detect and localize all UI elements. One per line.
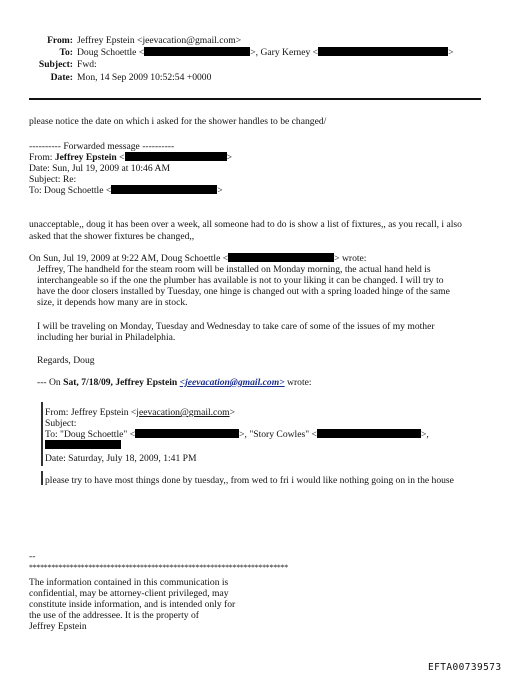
forward-divider: ---------- Forwarded message ----------	[29, 141, 175, 152]
redaction-box	[144, 47, 250, 56]
reply-para1-line: have the door closers installed by Tuesday, one hinge is changed out with a spring loaded hinge of the same	[37, 286, 450, 297]
header-date-value: Mon, 14 Sep 2009 10:52:54 +0000	[77, 72, 212, 83]
footer-line: the use of the addressee. It is the property of	[29, 610, 199, 621]
header-date-row	[0, 72, 211, 84]
quoted-subject: Subject:	[45, 418, 77, 429]
redaction-box	[111, 185, 217, 194]
quoted-date: Date: Saturday, July 18, 2009, 1:41 PM	[45, 453, 197, 464]
forward-from-label: From:	[29, 152, 55, 163]
quoted-body: please try to have most things done by tuesday,, from wed to fri i would like nothing going on in the house	[45, 475, 454, 486]
header-to-row	[0, 47, 453, 59]
header-to-name1: Doug Schoettle <	[77, 47, 145, 58]
reply-para1-line: interchangeable so if the one the plumber has available is not to your liking it can be changed. I will try to	[37, 275, 444, 286]
quoted-from: From: Jeffrey Epstein <	[45, 407, 137, 418]
body1-line1: unacceptable,, doug it has been over a week, all someone had to do is show a list of fixtures,, as you recall, i also	[29, 219, 462, 230]
footer-line: The information contained in this communication is	[29, 577, 229, 588]
reply-para2-line: I will be traveling on Monday, Tuesday and Wednesday to take care of some of the issues of my mother	[37, 321, 435, 332]
on-sat-bold: Sat, 7/18/09, Jeffrey Epstein	[63, 377, 180, 388]
quoted-to-mid: >, "Story Cowles" <	[239, 429, 317, 440]
forward-to-close: >	[217, 185, 223, 196]
quoted-to-row	[45, 429, 429, 441]
forward-subject: Subject: Re:	[29, 174, 77, 185]
header-to-end: >	[448, 47, 454, 58]
footer-line: Jeffrey Epstein	[29, 621, 87, 632]
redaction-box	[317, 429, 421, 438]
forward-from-name: Jeffrey Epstein	[54, 152, 117, 163]
reply-para1-line: size, it depends how many are in stock.	[37, 297, 188, 308]
redaction-box	[135, 429, 239, 438]
quote-bar	[41, 471, 43, 485]
header-from-row	[0, 35, 241, 47]
forward-date: Date: Sun, Jul 19, 2009 at 10:46 AM	[29, 163, 170, 174]
header-subject-label: Subject:	[38, 59, 73, 70]
redaction-box	[125, 152, 227, 161]
body1-line2: asked that the shower fixtures be changed,,	[29, 231, 195, 242]
quoted-from-row	[45, 407, 235, 419]
redaction-box	[228, 253, 334, 262]
on-sat-attribution	[37, 377, 312, 389]
header-from-label: From:	[47, 35, 73, 46]
on-sat-suffix: wrote:	[284, 377, 312, 388]
footer-stars: **********************************************************************	[29, 563, 289, 572]
bates-number: EFTA00739573	[428, 662, 502, 673]
footer-line: confidential, may be attorney-client privileged, may	[29, 588, 229, 599]
reply-para1-line: Jeffrey, The handheld for the steam room will be installed on Monday morning, the actual hand held is	[37, 264, 431, 275]
quoted-to-row2	[45, 440, 121, 452]
forward-from-row	[29, 152, 232, 164]
header-subject-value: Fwd:	[77, 59, 97, 70]
reply-attribution-start: On Sun, Jul 19, 2009 at 9:22 AM, Doug Schoettle <	[29, 253, 229, 264]
on-sat-prefix: --- On	[37, 377, 64, 388]
forward-from-close: >	[226, 152, 232, 163]
reply-attribution	[29, 253, 366, 265]
quoted-from-close: >	[229, 407, 235, 418]
reply-regards: Regards, Doug	[37, 355, 95, 366]
quoted-to-start: To: "Doug Schoettle" <	[45, 429, 136, 440]
quoted-email-link[interactable]: jeevacation@gmail.com	[136, 407, 230, 418]
footer-line: constitute inside information, and is intended only for	[29, 599, 236, 610]
forward-to-text: To: Doug Schoettle <	[29, 185, 112, 196]
header-to-between: >, Gary Kerney <	[250, 47, 319, 58]
forward-from-open: <	[116, 152, 125, 163]
quote-bar	[41, 402, 43, 466]
footer-dashes: --	[29, 551, 36, 562]
email-link[interactable]: <jeevacation@gmail.com>	[179, 377, 285, 388]
reply-para2-line: including her burial in Philadelphia.	[37, 332, 176, 343]
intro-line: please notice the date on which i asked for the shower handles to be changed/	[29, 116, 327, 127]
forward-to-row	[29, 185, 223, 197]
reply-attribution-end: > wrote:	[334, 253, 367, 264]
header-from-value: Jeffrey Epstein <jeevacation@gmail.com>	[77, 35, 242, 46]
header-subject-row	[0, 59, 97, 71]
redaction-box	[45, 440, 121, 449]
header-date-label: Date:	[50, 72, 73, 83]
header-to-label: To:	[59, 47, 73, 58]
header-divider	[29, 98, 481, 100]
quoted-to-end: >,	[420, 429, 429, 440]
redaction-box	[318, 47, 448, 56]
